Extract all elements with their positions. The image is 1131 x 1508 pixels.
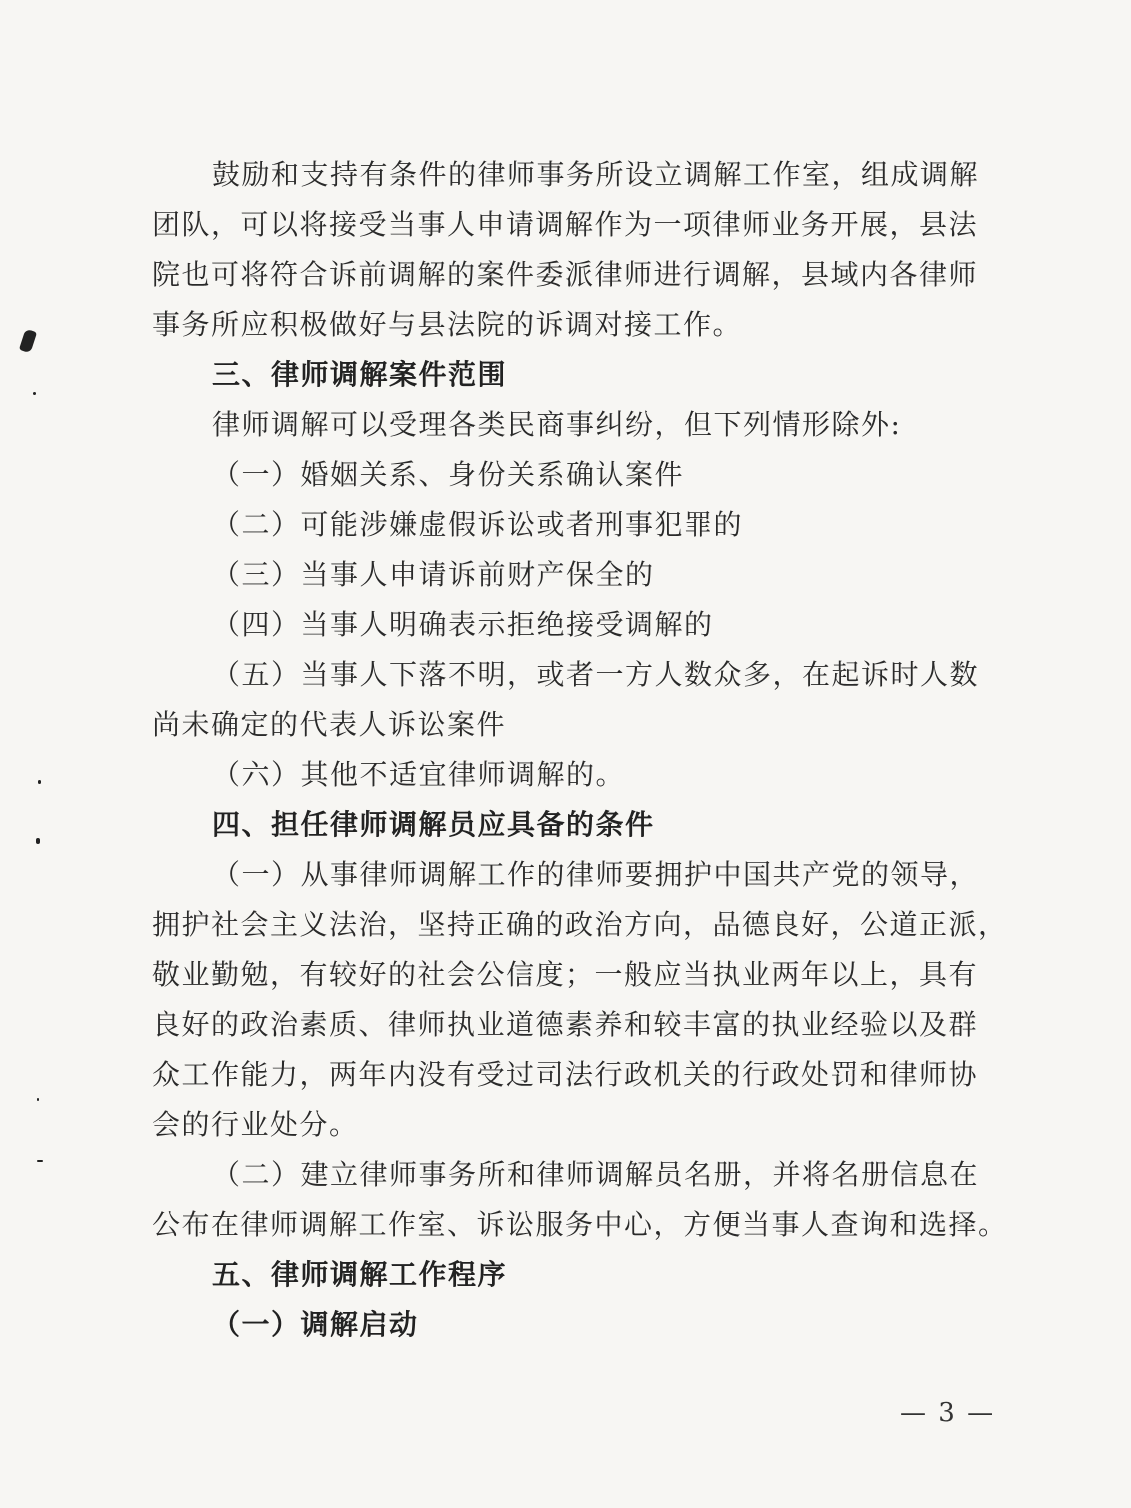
list-item: （三）当事人申请诉前财产保全的 <box>212 558 655 591</box>
list-item: （二）可能涉嫌虚假诉讼或者刑事犯罪的 <box>212 508 744 541</box>
scan-mark <box>38 780 41 784</box>
section-heading: 五、律师调解工作程序 <box>212 1258 508 1291</box>
scan-mark <box>37 1160 43 1162</box>
paragraph-line: 敬业勤勉，有较好的社会公信度；一般应当执业两年以上，具有 <box>152 958 979 991</box>
paragraph-line: 鼓励和支持有条件的律师事务所设立调解工作室，组成调解 <box>212 158 980 191</box>
paragraph-line: 拥护社会主义法治，坚持正确的政治方向，品德良好，公道正派， <box>152 908 1008 941</box>
paragraph-line: 事务所应积极做好与县法院的诉调对接工作。 <box>152 308 743 341</box>
scan-mark <box>36 838 40 844</box>
paragraph-line: 会的行业处分。 <box>152 1108 359 1141</box>
paragraph-line: 院也可将符合诉前调解的案件委派律师进行调解，县域内各律师 <box>152 258 979 291</box>
list-item: （六）其他不适宜律师调解的。 <box>212 758 626 791</box>
scan-mark <box>37 1098 39 1101</box>
scan-mark <box>33 392 36 395</box>
paragraph-line: 良好的政治素质、律师执业道德素养和较丰富的执业经验以及群 <box>152 1008 979 1041</box>
section-heading: 三、律师调解案件范围 <box>212 358 508 391</box>
subsection-heading: （一）调解启动 <box>212 1308 419 1341</box>
page-number: — 3 — <box>900 1398 996 1428</box>
section-heading: 四、担任律师调解员应具备的条件 <box>212 808 655 841</box>
list-item: （四）当事人明确表示拒绝接受调解的 <box>212 608 714 641</box>
paragraph-line: 公布在律师调解工作室、诉讼服务中心，方便当事人查询和选择。 <box>152 1208 1008 1241</box>
list-item: （五）当事人下落不明，或者一方人数众多，在起诉时人数 <box>212 658 980 691</box>
paragraph-line: （一）从事律师调解工作的律师要拥护中国共产党的领导， <box>212 858 980 891</box>
paragraph-line: 团队，可以将接受当事人申请调解作为一项律师业务开展，县法 <box>152 208 979 241</box>
list-item: （一）婚姻关系、身份关系确认案件 <box>212 458 685 491</box>
paragraph-line: （二）建立律师事务所和律师调解员名册，并将名册信息在 <box>212 1158 980 1191</box>
paragraph-line: 众工作能力，两年内没有受过司法行政机关的行政处罚和律师协 <box>152 1058 979 1091</box>
list-item-continued: 尚未确定的代表人诉讼案件 <box>152 708 507 741</box>
scan-mark <box>19 329 37 354</box>
paragraph-line: 律师调解可以受理各类民商事纠纷，但下列情形除外: <box>212 408 902 441</box>
